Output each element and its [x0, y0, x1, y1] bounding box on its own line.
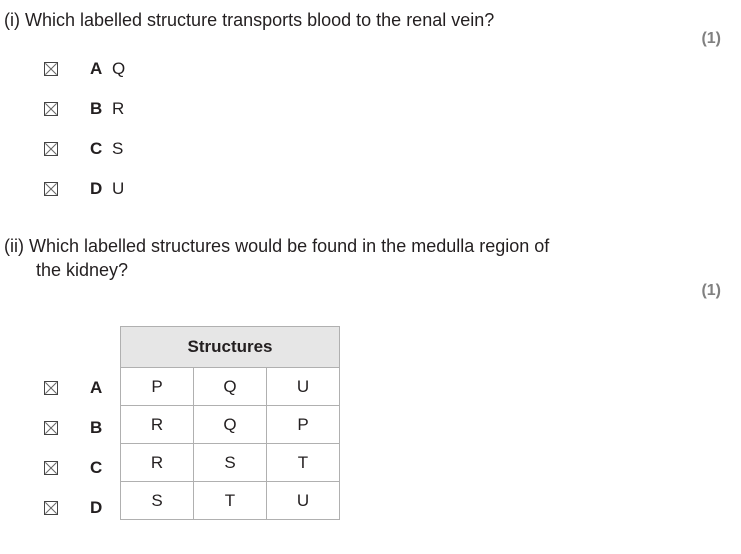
option-letter: C	[90, 139, 103, 158]
checkbox-icon[interactable]	[44, 142, 58, 156]
option-letter: D	[90, 498, 103, 517]
option-text: S	[112, 139, 124, 158]
option-i-d[interactable]	[44, 178, 124, 200]
table-cell: P	[121, 368, 194, 406]
table-cell: S	[121, 482, 194, 520]
structures-table	[120, 326, 340, 520]
option-letter: A	[90, 378, 103, 397]
table-cell: T	[267, 444, 340, 482]
table-cell: P	[267, 406, 340, 444]
table-row	[121, 368, 340, 406]
table-header: Structures	[121, 327, 340, 368]
marks-i: (1)	[701, 30, 721, 47]
table-row	[121, 444, 340, 482]
table-row	[121, 482, 340, 520]
option-ii-a[interactable]	[44, 368, 112, 408]
option-ii-d[interactable]	[44, 488, 112, 528]
checkbox-icon[interactable]	[44, 421, 58, 435]
checkbox-icon[interactable]	[44, 102, 58, 116]
question-ii-line1: (ii) Which labelled structures would be found in the medulla region of	[4, 236, 550, 256]
marks-ii: (1)	[701, 282, 721, 299]
question-i: (i) Which labelled structure transports blood to the renal vein?	[4, 10, 495, 30]
option-letter: A	[90, 59, 103, 78]
option-i-c[interactable]	[44, 138, 123, 160]
option-i-b[interactable]	[44, 98, 124, 120]
checkbox-icon[interactable]	[44, 62, 58, 76]
table-cell: U	[267, 482, 340, 520]
table-cell: R	[121, 406, 194, 444]
checkbox-icon[interactable]	[44, 461, 58, 475]
option-letter: C	[90, 458, 103, 477]
option-text: Q	[112, 59, 126, 78]
table-cell: U	[267, 368, 340, 406]
option-letter: B	[90, 418, 103, 437]
table-cell: S	[194, 444, 267, 482]
checkbox-icon[interactable]	[44, 501, 58, 515]
table-cell: R	[121, 444, 194, 482]
option-text: R	[112, 99, 125, 118]
table-cell: Q	[194, 368, 267, 406]
option-ii-c[interactable]	[44, 448, 112, 488]
option-letter: D	[90, 179, 103, 198]
option-i-a[interactable]	[44, 58, 125, 80]
table-cell: T	[194, 482, 267, 520]
table-cell: Q	[194, 406, 267, 444]
option-text: U	[112, 179, 125, 198]
checkbox-icon[interactable]	[44, 182, 58, 196]
option-ii-b[interactable]	[44, 408, 112, 448]
checkbox-icon[interactable]	[44, 381, 58, 395]
table-row	[121, 406, 340, 444]
option-letter: B	[90, 99, 103, 118]
question-ii-line2: the kidney?	[36, 260, 129, 280]
